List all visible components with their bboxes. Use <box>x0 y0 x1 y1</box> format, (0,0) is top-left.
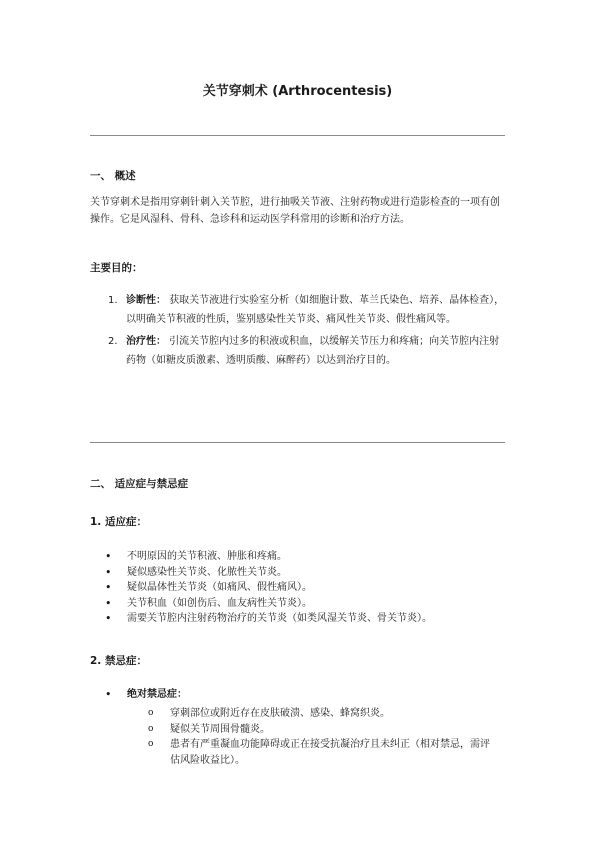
list-item: o 患者有严重凝血功能障碍或正在接受抗凝治疗且未纠正（相对禁忌，需评估风险收益比）。 <box>148 739 490 766</box>
list-item: • 疑似感染性关节炎、化脓性关节炎。 <box>105 565 287 579</box>
list-item: • 绝对禁忌症： <box>105 688 187 701</box>
purpose-list <box>108 292 508 374</box>
item-number: 2. <box>108 336 118 347</box>
list-item: • 疑似晶体性关节炎（如痛风、假性痛风）。 <box>105 581 312 594</box>
divider <box>90 442 505 443</box>
item-label: 治疗性： <box>126 336 166 347</box>
list-item: o 穿刺部位或附近存在皮肤破溃、感染、蜂窝织炎。 <box>148 708 390 719</box>
purpose-item <box>108 292 508 329</box>
divider <box>90 135 505 136</box>
list-item: • 不明原因的关节积液、肿胀和疼痛。 <box>105 550 287 563</box>
section1-heading: 一、 概述 <box>90 170 136 182</box>
list-item: • 需要关节腔内注射药物治疗的关节炎（如类风湿关节炎、骨关节炎）。 <box>105 612 432 625</box>
overview-paragraph: 关节穿刺术是指用穿刺针刺入关节腔，进行抽吸关节液、注射药物或进行造影检查的一项有创操作。它是风湿科、骨科、急诊科和运动医学科常用的诊断和治疗方法。 <box>90 197 500 225</box>
list-item: o 疑似关节周围骨髓炎。 <box>148 723 270 735</box>
item-body <box>126 292 508 329</box>
indications-heading: 1. 适应症： <box>90 516 147 528</box>
item-text: 引流关节腔内过多的积液或积血，以缓解关节压力和疼痛；向关节腔内注射药物（如糖皮质激素、透明质酸、麻醉药）以达到治疗目的。 <box>126 336 500 366</box>
purpose-item <box>108 333 508 370</box>
item-body <box>126 333 508 370</box>
absolute-sub-list <box>148 706 498 768</box>
section2-heading: 二、 适应症与禁忌症 <box>90 478 189 490</box>
indications-list <box>105 549 505 627</box>
absolute-label: 绝对禁忌症： <box>127 689 187 700</box>
purpose-heading: 主要目的： <box>90 262 143 274</box>
page-title: 关节穿刺术 (Arthrocentesis) <box>202 84 393 99</box>
item-text: 获取关节液进行实验室分析（如细胞计数、革兰氏染色、培养、晶体检查），以明确关节积液的性质，鉴别感染性关节炎、痛风性关节炎、假性痛风等。 <box>126 295 505 325</box>
item-number: 1. <box>108 295 118 306</box>
absolute-contra-list <box>105 687 505 703</box>
item-label: 诊断性： <box>126 295 166 306</box>
contra-heading: 2. 禁忌症： <box>90 655 147 667</box>
list-item: • 关节积血（如创伤后、血友病性关节炎）。 <box>105 596 312 610</box>
